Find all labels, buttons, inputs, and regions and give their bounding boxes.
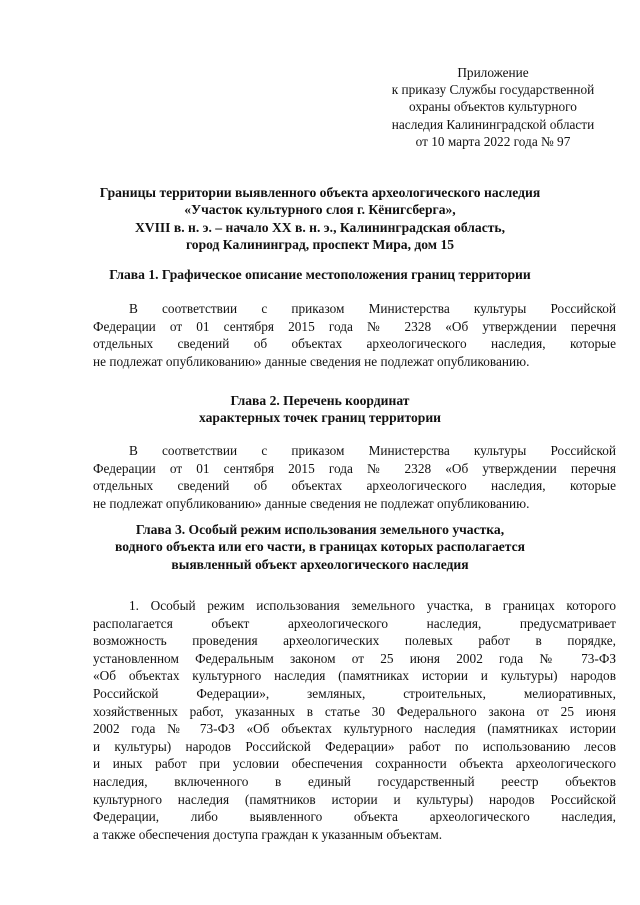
paragraph-line: отдельных сведений об объектах археологического наследия, которые [93, 336, 616, 352]
paragraph-line: В соответствии с приказом Министерства культуры Российской [129, 443, 616, 458]
text-line: город Калининград, проспект Мира, дом 15 [185, 237, 455, 253]
text-line: охраны объектов культурного [409, 99, 577, 115]
text-line: «Участок культурного слоя г. Кёнигсберга», [184, 202, 456, 218]
appendix-block [368, 64, 618, 150]
chapter-1-heading [60, 266, 580, 283]
text-line: Приложение [457, 65, 529, 80]
paragraph-line: а также обеспечения доступа граждан к указанным объектам. [93, 826, 443, 842]
paragraph-line: Федерации от 01 сентября 2015 года № 2328 «Об утверждении перечня [93, 318, 616, 334]
chapter-3-paragraph [93, 597, 616, 843]
paragraph-line: и культуры) народов Российской Федерации» работ по использованию лесов [93, 738, 616, 754]
paragraph-line: Федерации, либо выявленного объекта археологического наследия, [93, 809, 616, 825]
paragraph-line: наследия, включенного в единый государственный реестр объектов [93, 773, 616, 789]
paragraph-line: 2002 года № 73-ФЗ «Об объектах культурного наследия (памятниках истории [93, 721, 616, 737]
text-line: Глава 3. Особый режим использования земельного участка, [135, 522, 505, 537]
text-line: наследия Калининградской области [391, 116, 595, 132]
text-line: от 10 марта 2022 года № 97 [415, 133, 571, 149]
paragraph-line: не подлежат опубликованию» данные сведения не подлежат опубликованию. [93, 495, 530, 511]
paragraph-line: располагается объект археологического наследия, предусматривает [93, 615, 616, 631]
paragraph-line: отдельных сведений об объектах археологического наследия, которые [93, 478, 616, 494]
text-line: характерных точек границ территории [199, 410, 441, 426]
paragraph-line: Федерации от 01 сентября 2015 года № 2328 «Об утверждении перечня [93, 460, 616, 476]
text-line: XVIII в. н. э. – начало XX в. н. э., Калининградская область, [134, 219, 506, 235]
text-line: водного объекта или его части, в границах которых располагается [114, 539, 526, 555]
text-line: Глава 1. Графическое описание местоположения границ территории [109, 267, 531, 282]
text-line: к приказу Службы государственной [391, 82, 595, 98]
paragraph-line: не подлежат опубликованию» данные сведения не подлежат опубликованию. [93, 353, 530, 369]
paragraph-line: и иных работ при условии обеспечения сохранности объекта археологического [93, 756, 616, 772]
paragraph-line: культурного наследия (памятников истории и культуры) народов Российской [93, 791, 616, 807]
paragraph-line: «Об объектах культурного наследия (памятниках истории и культуры) народов [93, 668, 616, 684]
paragraph-line: 1. Особый режим использования земельного участка, в границах которого [129, 598, 616, 613]
paragraph-line: возможность проведения археологических полевых работ в порядке, [93, 633, 616, 649]
paragraph-line: установленном Федеральным законом от 25 июня 2002 года № 73-ФЗ [93, 650, 616, 666]
chapter-3-heading [60, 521, 580, 573]
chapter-1-paragraph [93, 300, 616, 370]
paragraph-line: В соответствии с приказом Министерства культуры Российской [129, 301, 616, 316]
text-line: Глава 2. Перечень координат [230, 393, 410, 408]
document-title [60, 184, 580, 254]
text-line: выявленный объект археологического наследия [171, 556, 469, 572]
paragraph-line: Российской Федерации», земляных, строительных, мелиоративных, [93, 685, 616, 701]
paragraph-line: хозяйственных работ, указанных в статье 30 Федерального закона от 25 июня [93, 703, 616, 719]
chapter-2-paragraph [93, 442, 616, 512]
chapter-2-heading [60, 392, 580, 427]
text-line: Границы территории выявленного объекта археологического наследия [99, 185, 541, 200]
